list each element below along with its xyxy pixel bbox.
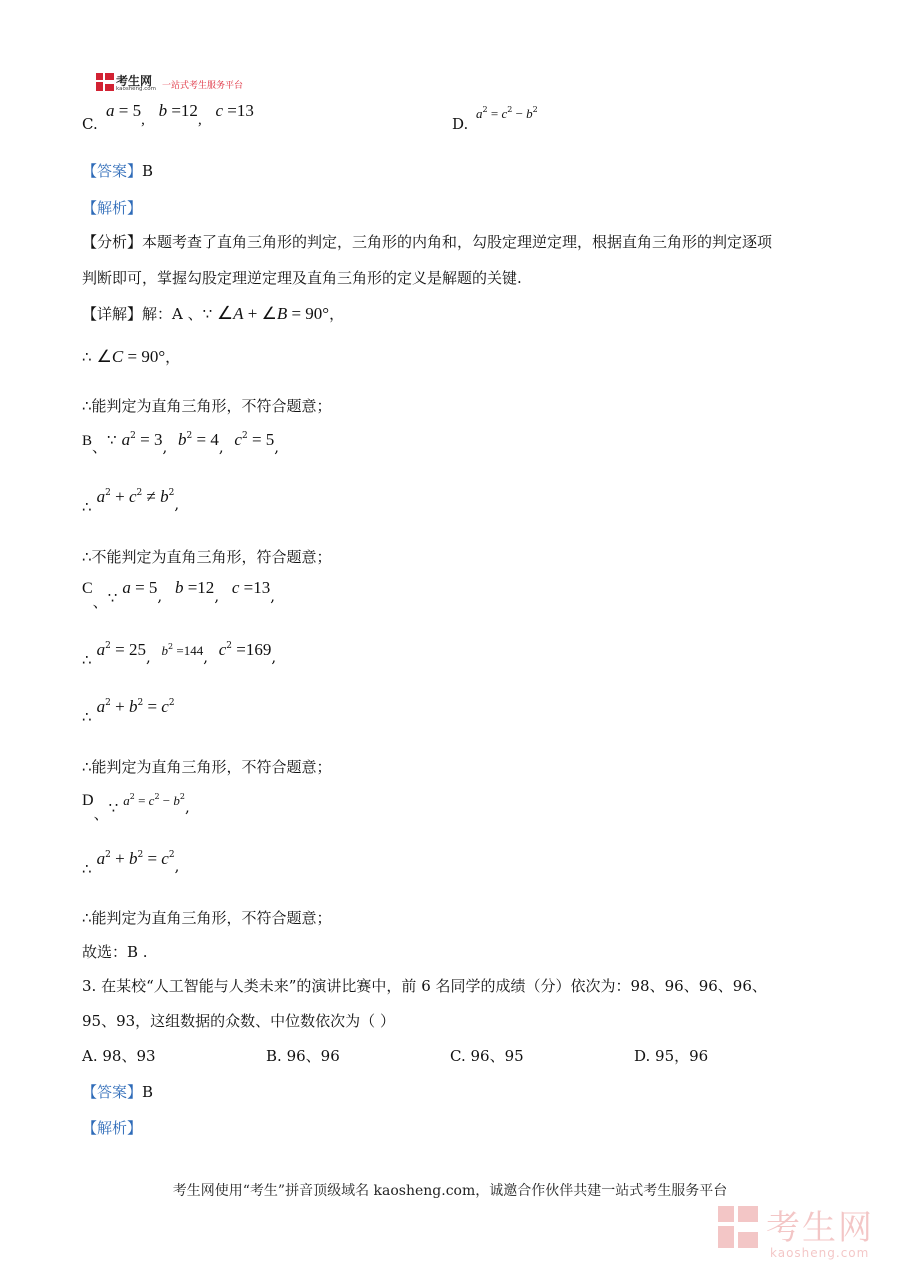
kaosheng-watermark-icon: [718, 1206, 758, 1248]
logo-url: kaosheng.com: [116, 86, 157, 92]
fenxi-line-2: 判断即可，掌握勾股定理逆定理及直角三角形的定义是解题的关键.: [82, 269, 522, 287]
detail-line-c: C、∵ a = 5, b =12, c =13,: [82, 578, 276, 611]
detail-a-result: ∴能判定为直角三角形，不符合题意；: [82, 397, 332, 415]
detail-b-result: ∴不能判定为直角三角形，符合题意；: [82, 548, 332, 566]
fenxi-text-1: 本题考查了直角三角形的判定，三角形的内角和，勾股定理逆定理，根据直角三角形的判定逐项: [142, 233, 773, 251]
answer-value: B: [142, 162, 154, 180]
watermark-name: 考生网: [766, 1208, 874, 1248]
detail-tag: 【详解】: [82, 305, 143, 323]
detail-prefix: 解：A 、: [142, 305, 203, 323]
detail-line-d: D、∵ $a^2 = c^2 - b^2$,: [82, 792, 190, 823]
q3-analysis-tag: 【解析】: [82, 1119, 143, 1137]
watermark-url: kaosheng.com: [770, 1246, 870, 1260]
q3-number: 3.: [82, 977, 97, 995]
detail-c-result: ∴能判定为直角三角形，不符合题意；: [82, 758, 332, 776]
q3-option-b: B. 96、96: [266, 1047, 340, 1065]
conclusion: 故选：B .: [82, 943, 148, 961]
watermark-logo: [718, 1200, 888, 1262]
q3-option-d: D. 95，96: [634, 1047, 709, 1065]
q3-option-c: C. 96、95: [450, 1047, 524, 1065]
analysis-tag: 【解析】: [82, 199, 143, 217]
q3-option-a: A. 98、93: [82, 1047, 156, 1065]
q3-stem-1: 在某校“人工智能与人类未来”的演讲比赛中，前 6 名同学的成绩（分）依次为：98、96、96、96、: [101, 977, 767, 995]
kaosheng-logo-icon: [96, 73, 114, 91]
detail-d-result: ∴能判定为直角三角形，不符合题意；: [82, 909, 332, 927]
q3-answer-value: B: [142, 1083, 154, 1101]
option-c-math: a = 5, b =12, c =13: [106, 101, 254, 128]
detail-line-b: B、∵ $a^2 = 3$, $b^2 = 4$, $c^2 = 5$,: [82, 430, 280, 456]
fenxi-line-1: [82, 232, 772, 252]
option-d-math: $a^2 = c^2 - b^2$: [476, 105, 538, 121]
q3-stem-line-1: [82, 976, 767, 996]
detail-c-equality: ∴ $a^2 + b^2 = c^2$: [82, 697, 175, 726]
detail-d-equality: ∴ $a^2 + b^2 = c^2$,: [82, 849, 180, 878]
answer-tag: 【答案】: [82, 162, 143, 180]
q3-answer-line: [82, 1082, 153, 1102]
footer-text: 考生网使用“考生”拼音顶级域名 kaosheng.com，诚邀合作伙伴共建一站式考生服务平台: [172, 1183, 728, 1199]
option-d-label: D.: [452, 115, 469, 133]
q3-stem-line-2: 95、93，这组数据的众数、中位数依次为（ ）: [82, 1012, 395, 1030]
detail-b-inequality: ∴ $a^2 + c^2 \ne b^2$,: [82, 487, 180, 516]
detail-line-a: 【详解】解：A 、∵ ∠A + ∠B = 90°，: [82, 303, 345, 323]
option-c-label: C.: [82, 115, 98, 133]
q3-answer-tag: 【答案】: [82, 1083, 143, 1101]
fenxi-tag: 【分析】: [82, 233, 143, 251]
detail-c-squares: ∴ $a^2 = 25$, $b^2 =144$, $c^2 =169$,: [82, 640, 277, 669]
header-logo: [96, 73, 266, 95]
detail-a-c90: ∴ ∠C = 90°，: [82, 347, 181, 366]
logo-slogan: 一站式考生服务平台: [162, 81, 244, 91]
logo-name: 考生网: [116, 74, 153, 88]
q2-answer-line: [82, 161, 153, 181]
